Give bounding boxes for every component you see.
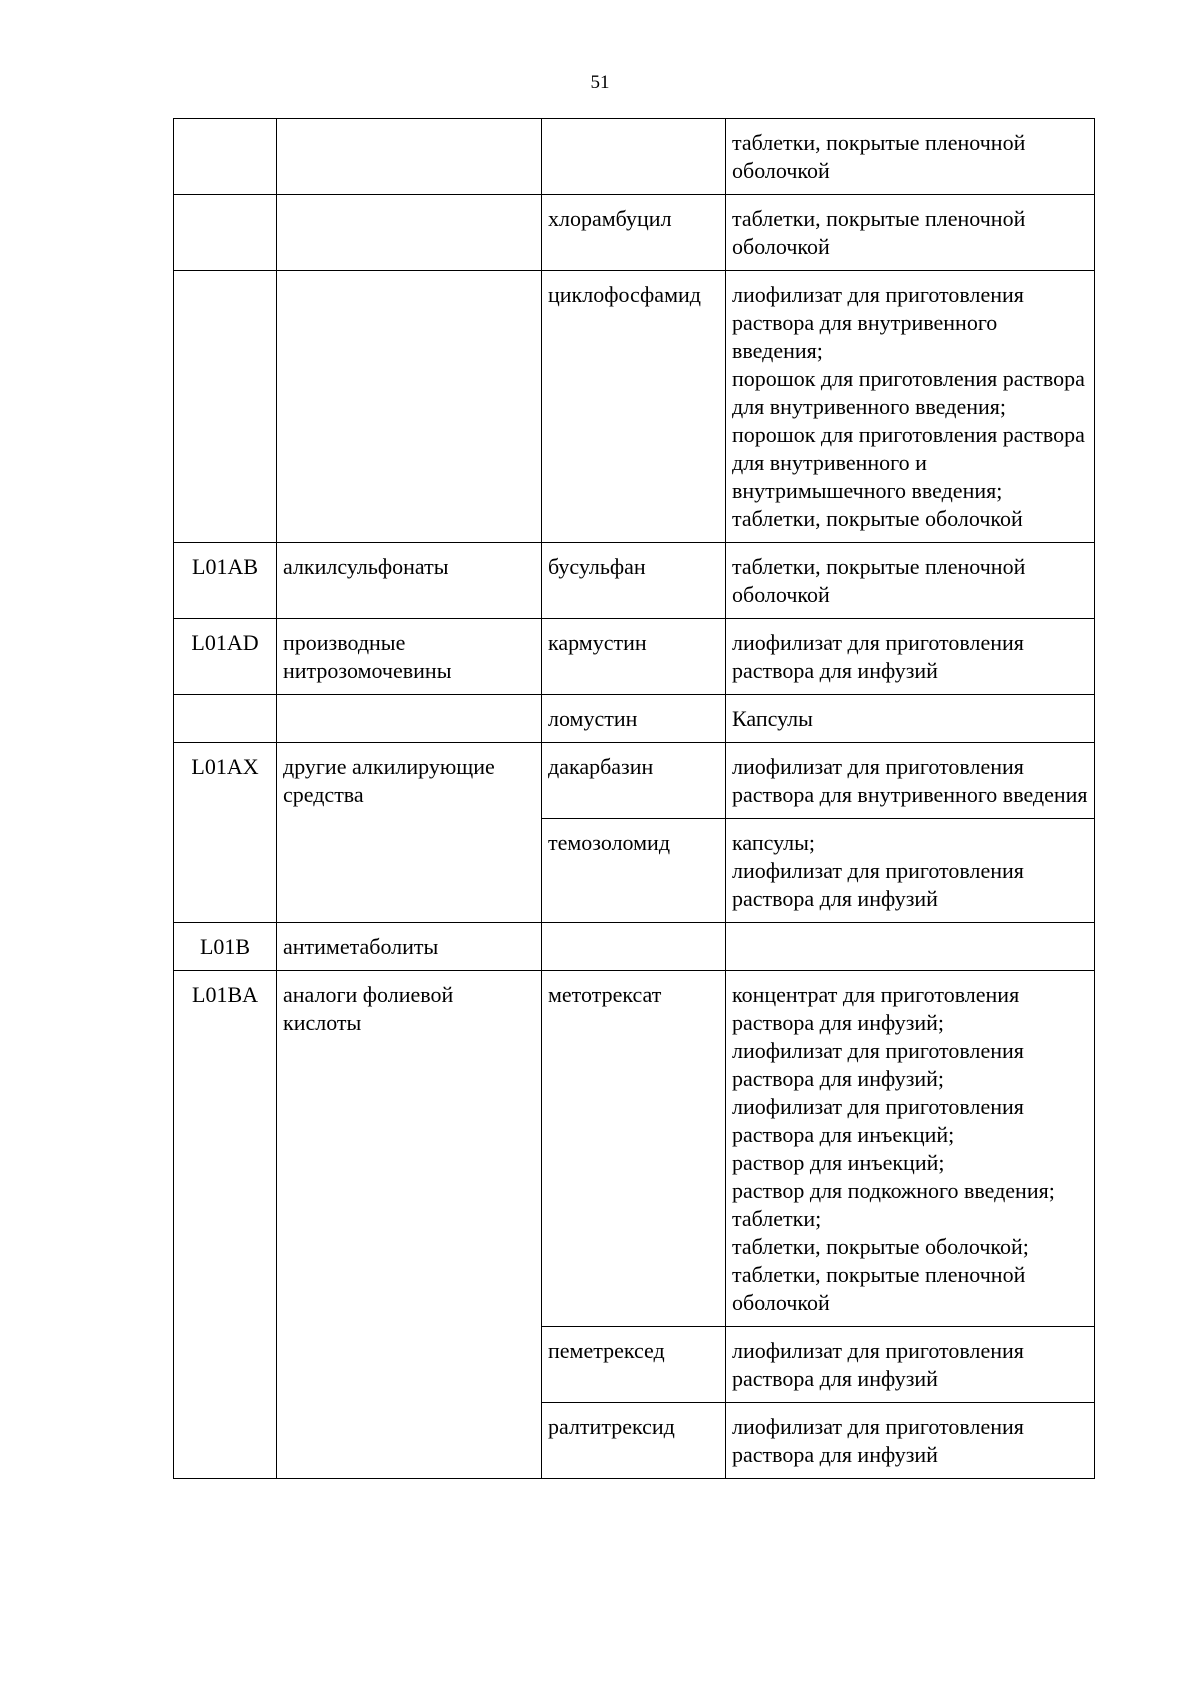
drug-cell — [542, 923, 726, 971]
table-row — [174, 271, 1095, 543]
forms-cell — [726, 1403, 1095, 1479]
group-cell: аналоги фолиевой кислоты — [277, 971, 542, 1479]
table-row — [174, 743, 1095, 819]
forms-cell — [726, 119, 1095, 195]
atc-code-cell — [174, 695, 277, 743]
dosage-form: таблетки; — [732, 1206, 822, 1231]
group-cell — [277, 695, 542, 743]
dosage-form: порошок для приготовления раствора для внутривенного введения; — [732, 366, 1091, 419]
dosage-form: таблетки, покрытые пленочной оболочкой — [732, 206, 1031, 259]
table-row — [174, 619, 1095, 695]
dosage-form: лиофилизат для приготовления раствора для инфузий — [732, 858, 1030, 911]
dosage-form: лиофилизат для приготовления раствора для инфузий — [732, 1338, 1030, 1391]
drug-cell — [542, 119, 726, 195]
atc-code-cell: L01AD — [174, 619, 277, 695]
forms-cell — [726, 923, 1095, 971]
atc-code-cell — [174, 271, 277, 543]
forms-cell — [726, 743, 1095, 819]
group-cell — [277, 195, 542, 271]
drug-cell: темозоломид — [542, 819, 726, 923]
drug-cell: ломустин — [542, 695, 726, 743]
forms-cell — [726, 1327, 1095, 1403]
table-row — [174, 971, 1095, 1327]
forms-cell — [726, 971, 1095, 1327]
drug-cell: пеметрексед — [542, 1327, 726, 1403]
forms-cell — [726, 195, 1095, 271]
dosage-form: лиофилизат для приготовления раствора для инфузий; — [732, 1038, 1030, 1091]
forms-cell — [726, 819, 1095, 923]
table-row — [174, 543, 1095, 619]
drug-cell: хлорамбуцил — [542, 195, 726, 271]
dosage-form: порошок для приготовления раствора для внутривенного и внутримышечного введения; — [732, 422, 1091, 503]
atc-code-cell — [174, 195, 277, 271]
dosage-form: лиофилизат для приготовления раствора для внутривенного введения — [732, 754, 1088, 807]
drug-cell: дакарбазин — [542, 743, 726, 819]
dosage-form: концентрат для приготовления раствора для инфузий; — [732, 982, 1025, 1035]
forms-cell — [726, 543, 1095, 619]
dosage-form: таблетки, покрытые оболочкой; — [732, 1234, 1029, 1259]
dosage-form: раствор для подкожного введения; — [732, 1178, 1055, 1203]
group-cell: антиметаболиты — [277, 923, 542, 971]
drug-cell: циклофосфамид — [542, 271, 726, 543]
atc-code-cell: L01AB — [174, 543, 277, 619]
dosage-form: Капсулы — [732, 706, 813, 731]
drug-cell: ралтитрексид — [542, 1403, 726, 1479]
dosage-form: таблетки, покрытые пленочной оболочкой — [732, 130, 1031, 183]
group-cell — [277, 271, 542, 543]
dosage-form: раствор для инъекций; — [732, 1150, 945, 1175]
atc-code-cell: L01B — [174, 923, 277, 971]
drug-cell: метотрексат — [542, 971, 726, 1327]
drug-cell: бусульфан — [542, 543, 726, 619]
atc-code-cell — [174, 119, 277, 195]
forms-cell — [726, 619, 1095, 695]
dosage-form: лиофилизат для приготовления раствора для инфузий — [732, 1414, 1030, 1467]
table-row — [174, 695, 1095, 743]
table-row — [174, 923, 1095, 971]
drug-list-table — [173, 118, 1095, 1479]
group-cell: алкилсульфонаты — [277, 543, 542, 619]
dosage-form: лиофилизат для приготовления раствора для внутривенного введения; — [732, 282, 1030, 363]
dosage-form: лиофилизат для приготовления раствора для инъекций; — [732, 1094, 1030, 1147]
atc-code-cell: L01BA — [174, 971, 277, 1479]
table-row — [174, 195, 1095, 271]
dosage-form: таблетки, покрытые пленочной оболочкой — [732, 1262, 1031, 1315]
dosage-form: лиофилизат для приготовления раствора для инфузий — [732, 630, 1030, 683]
atc-code-cell: L01AX — [174, 743, 277, 923]
forms-cell — [726, 695, 1095, 743]
drug-cell: кармустин — [542, 619, 726, 695]
group-cell: производные нитрозомочевины — [277, 619, 542, 695]
dosage-form: таблетки, покрытые оболочкой — [732, 506, 1023, 531]
group-cell: другие алкилирующие средства — [277, 743, 542, 923]
table-row — [174, 119, 1095, 195]
group-cell — [277, 119, 542, 195]
dosage-form: капсулы; — [732, 830, 815, 855]
page-number: 51 — [590, 72, 610, 93]
forms-cell — [726, 271, 1095, 543]
dosage-form: таблетки, покрытые пленочной оболочкой — [732, 554, 1031, 607]
